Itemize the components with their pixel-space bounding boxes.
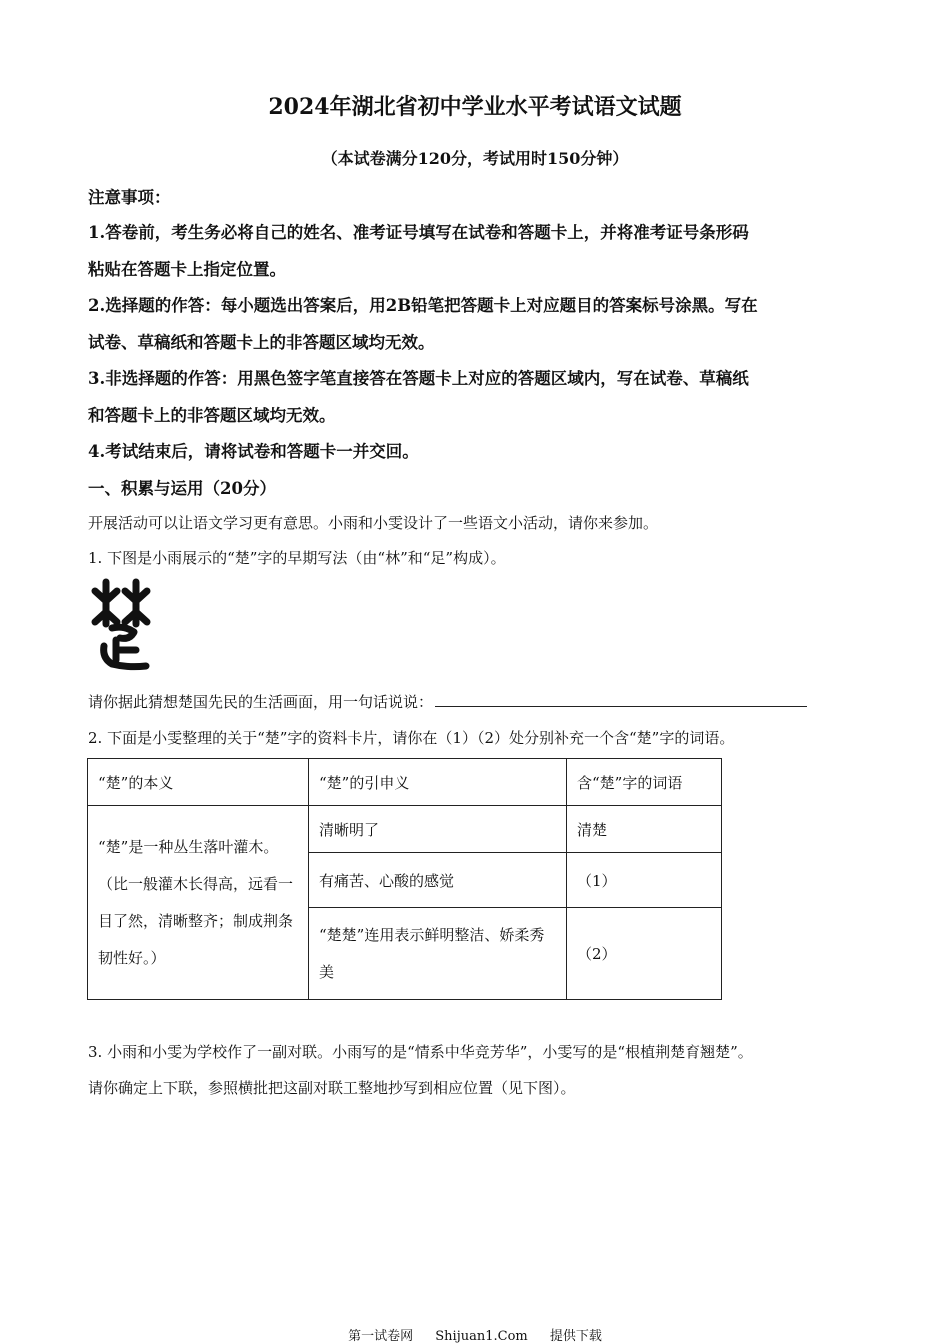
extended-meaning-cell: 有痛苦、心酸的感觉 [309,853,567,908]
question-2: 2. 下面是小雯整理的关于“楚”字的资料卡片，请你在（1）（2）处分别补充一个含“楚”字的词语。 [88,729,735,747]
notice-item-4: 4.考试结束后，请将试卷和答题卡一并交回。 [88,442,419,461]
notice-item-3-line-2: 和答题卡上的非答题区域均无效。 [88,406,336,425]
notice-item-2-line-2: 试卷、草稿纸和答题卡上的非答题区域均无效。 [88,333,435,352]
notice-item-3-line-1: 3.非选择题的作答：用黑色签字笔直接答在答题卡上对应的答题区域内，写在试卷、草稿纸 [88,369,749,388]
footer-url[interactable]: Shijuan1.Com [435,1329,528,1344]
notice-item-2-line-1: 2.选择题的作答：每小题选出答案后，用2B铅笔把答题卡上对应题目的答案标号涂黑。写在 [88,296,758,315]
table-header-row [88,759,722,806]
table-header-cell: “楚”的本义 [88,759,309,806]
question-3-line-1: 3. 小雨和小雯为学校作了一副对联。小雨写的是“情系中华竞芳华”，小雯写的是“根植荆楚育翘楚”。 [88,1043,753,1061]
page-title: 2024年湖北省初中学业水平考试语文试题 [268,94,682,120]
ancient-chu-character-image [90,578,152,672]
notice-item-1-line-1: 1.答卷前，考生务必将自己的姓名、准考证号填写在试卷和答题卡上，并将准考证号条形码 [88,223,749,242]
footer-site-name: 第一试卷网 [348,1329,414,1344]
word-blank-cell-1[interactable]: （1） [567,853,722,908]
question-1: 1. 下图是小雨展示的“楚”字的早期写法（由“林”和“足”构成）。 [88,549,506,567]
table-row [88,806,722,853]
notice-heading: 注意事项： [88,188,171,207]
answer-blank-line[interactable] [435,692,807,707]
notice-item-1-line-2: 粘贴在答题卡上指定位置。 [88,260,286,279]
question-1-prompt [88,691,807,712]
section-intro: 开展活动可以让语文学习更有意思。小雨和小雯设计了一些语文小活动，请你来参加。 [88,514,659,532]
question-1-prompt-text: 请你据此猜想楚国先民的生活画面，用一句话说说： [88,693,434,711]
word-blank-cell-2[interactable]: （2） [567,908,722,1000]
original-meaning-cell: “楚”是一种丛生落叶灌木。（比一般灌木长得高，远看一目了然，清晰整齐；制成荆条韧性好。） [88,806,309,1000]
table-header-cell: 含“楚”字的词语 [567,759,722,806]
extended-meaning-cell: 清晰明了 [309,806,567,853]
table-header-cell: “楚”的引申义 [309,759,567,806]
page-footer [0,1325,950,1344]
footer-note: 提供下载 [549,1329,602,1344]
extended-meaning-cell: “楚楚”连用表示鲜明整洁、娇柔秀美 [309,908,567,1000]
chu-info-card-table [87,758,722,1000]
page-subtitle: （本试卷满分120分，考试用时150分钟） [321,149,629,168]
word-cell: 清楚 [567,806,722,853]
section-heading: 一、积累与运用（20分） [88,479,276,498]
question-3-line-2: 请你确定上下联，参照横批把这副对联工整地抄写到相应位置（见下图）。 [88,1079,576,1097]
